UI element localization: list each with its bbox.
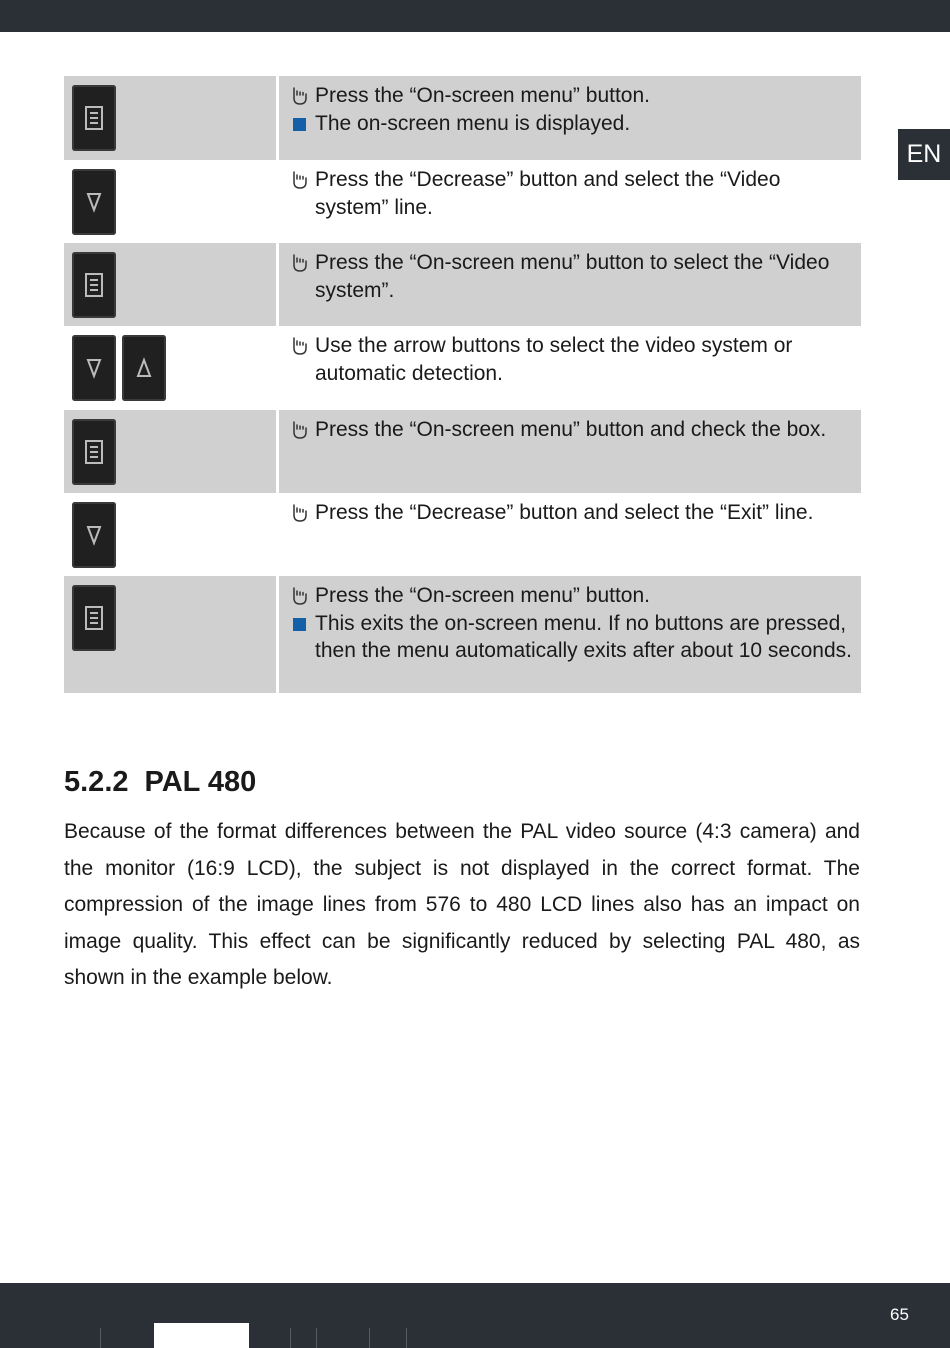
step-row: [64, 76, 861, 160]
instruction-text: Use the arrow buttons to select the video system or automatic detection.: [315, 334, 793, 385]
step-row: [64, 326, 861, 410]
step-buttons: [64, 326, 279, 410]
pointing-hand-icon: [291, 582, 315, 606]
page-number: 65: [890, 1305, 909, 1324]
instruction-text: The on-screen menu is displayed.: [315, 111, 631, 135]
instruction-text: Press the “On-screen menu” button.: [315, 584, 650, 607]
decrease-button-icon: [72, 169, 116, 235]
pointing-hand-icon: [291, 82, 315, 106]
instruction-line: [291, 249, 853, 304]
instruction-text: Press the “On-screen menu” button and check the box.: [315, 418, 827, 441]
step-instructions: [279, 243, 861, 326]
step-instructions: [279, 576, 861, 693]
result-line: [291, 610, 853, 665]
decrease-button-icon: [72, 335, 116, 401]
step-row: [64, 160, 861, 243]
step-row: [64, 243, 861, 326]
step-buttons: [64, 576, 279, 693]
instruction-text: Press the “Decrease” button and select the “Exit” line.: [315, 501, 814, 524]
section-body: Because of the format differences between the PAL video source (4:3 camera) and the monitor (16:9 LCD), the subject is not displayed in the correct format. The compression of the image lines from 576 to 480 LCD lines also has an impact on image quality. This effect can be significantly reduced by selecting PAL 480, as shown in the example below.: [64, 820, 860, 989]
header-bar: [0, 0, 950, 32]
language-tab: EN: [898, 129, 950, 180]
instruction-line: [291, 82, 853, 110]
result-square-icon: [291, 110, 315, 131]
pointing-hand-icon: [291, 416, 315, 440]
footer-tick: [290, 1328, 291, 1348]
result-square-icon: [291, 610, 315, 631]
steps-table: [64, 76, 861, 693]
section-number: 5.2.2: [64, 766, 129, 798]
footer-decoration: [154, 1323, 249, 1348]
step-buttons: [64, 410, 279, 493]
step-instructions: [279, 76, 861, 160]
step-instructions: [279, 410, 861, 493]
instruction-line: [291, 582, 853, 610]
pointing-hand-icon: [291, 166, 315, 190]
step-buttons: [64, 243, 279, 326]
section-title: PAL 480: [144, 766, 257, 798]
step-instructions: [279, 493, 861, 576]
step-buttons: [64, 160, 279, 243]
footer-tick: [406, 1328, 407, 1348]
step-instructions: [279, 326, 861, 410]
instruction-line: [291, 499, 853, 527]
instruction-line: [291, 416, 853, 444]
instruction-text: This exits the on-screen menu. If no buttons are pressed, then the menu automatically exits after about 10 seconds.: [315, 611, 852, 662]
footer-tick: [369, 1328, 370, 1348]
footer-tick: [316, 1328, 317, 1348]
footer-bar: [0, 1283, 950, 1348]
decrease-button-icon: [72, 502, 116, 568]
instruction-text: Press the “On-screen menu” button.: [315, 84, 650, 107]
increase-button-icon: [122, 335, 166, 401]
instruction-line: [291, 166, 853, 221]
menu-button-icon: [72, 252, 116, 318]
step-instructions: [279, 160, 861, 243]
menu-button-icon: [72, 585, 116, 651]
step-row: [64, 410, 861, 493]
menu-button-icon: [72, 85, 116, 151]
pointing-hand-icon: [291, 249, 315, 273]
step-buttons: [64, 76, 279, 160]
step-row: [64, 493, 861, 576]
step-buttons: [64, 493, 279, 576]
footer-tick: [100, 1328, 101, 1348]
section-heading: [64, 766, 256, 799]
pointing-hand-icon: [291, 499, 315, 523]
instruction-text: Press the “On-screen menu” button to select the “Video system”.: [315, 251, 830, 302]
pointing-hand-icon: [291, 332, 315, 356]
instruction-line: [291, 332, 853, 387]
result-line: [291, 110, 853, 138]
menu-button-icon: [72, 419, 116, 485]
step-row: [64, 576, 861, 693]
instruction-text: Press the “Decrease” button and select the “Video system” line.: [315, 168, 781, 219]
